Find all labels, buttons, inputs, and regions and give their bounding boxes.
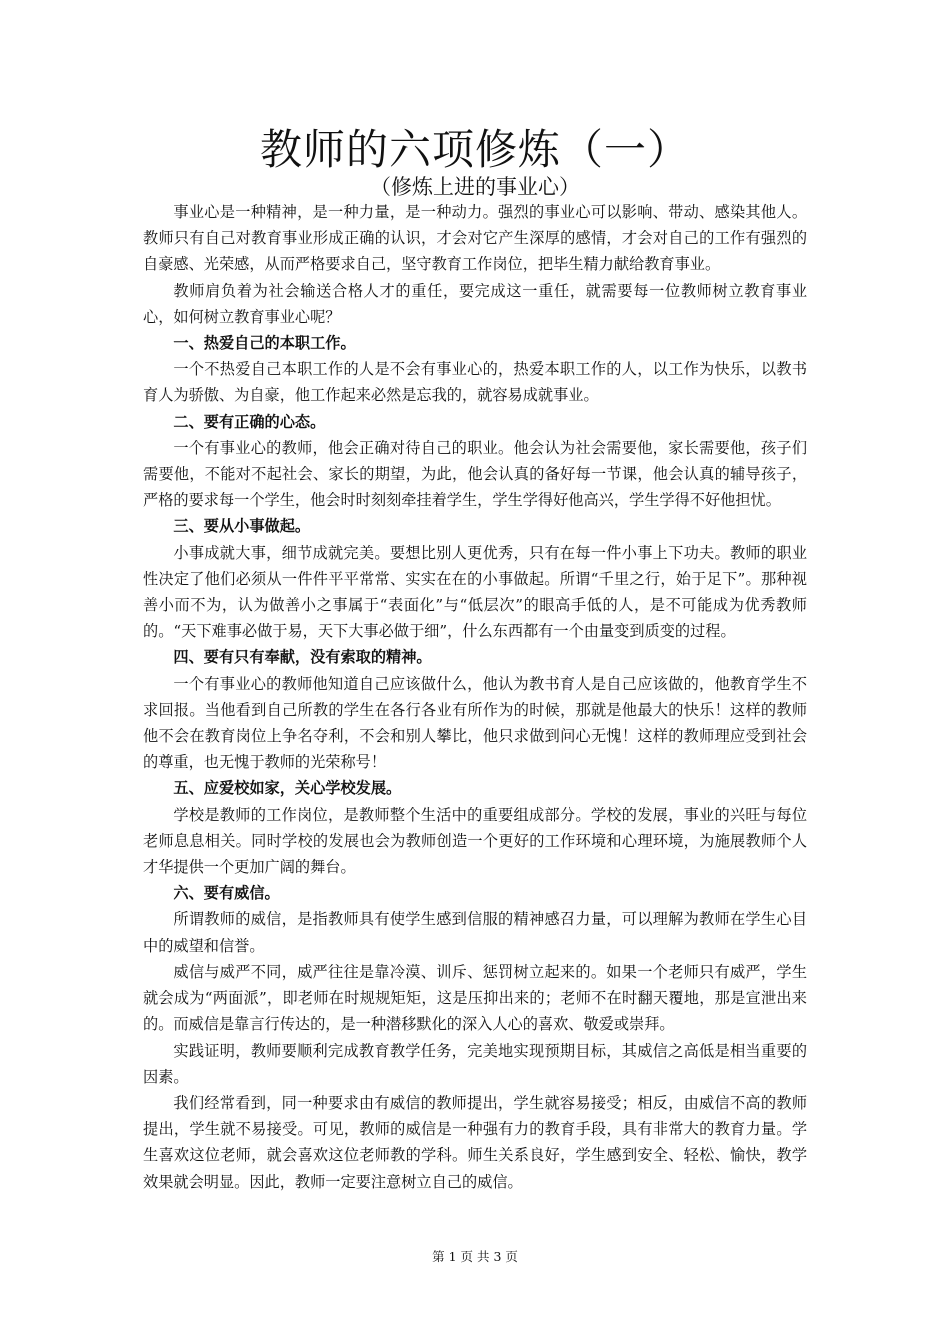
section-heading: 一、热爱自己的本职工作。	[173, 334, 356, 353]
section-heading: 二、要有正确的心态。	[173, 412, 326, 431]
page-title: 教师的六项修炼（一）	[259, 125, 690, 174]
section-heading: 五、应爱校如家，关心学校发展。	[173, 779, 402, 798]
section-paragraph: 一个有事业心的教师，他会正确对待自己的职业。他会认为社会需要他，家长需要他，孩子们需要他，不能对不起社会、家长的期望，为此，他会认真的备好每一节课，他会认真的辅导孩子，严格的要求每一个学生，他会时时刻刻牵挂着学生，学生学得好他高兴，学生学得不好他担忧。	[143, 438, 807, 510]
section-paragraph: 威信与威严不同，威严往往是靠冷漠、训斥、惩罚树立起来的。如果一个老师只有威严，学生就会成为“两面派”，即老师在时规规矩矩，这是压抑出来的；老师不在时翻天覆地，那是宣泄出来的。而威信是靠言行传达的，是一种潜移默化的深入人心的喜欢、敬爱或崇拜。	[143, 962, 807, 1034]
section-heading: 三、要从小事做起。	[173, 517, 311, 536]
section-paragraph: 小事成就大事，细节成就完美。要想比别人更优秀，只有在每一件小事上下功夫。教师的职业性决定了他们必须从一件件平平常常、实实在在的小事做起。所谓“千里之行，始于足下”。那种视善小而不为，认为做善小之事属于“表面化”与“低层次”的眼高手低的人，是不可能成为优秀教师的。“天下难事必做于易，天下大事必做于细”，什么东西都有一个由量变到质变的过程。	[143, 543, 807, 641]
page-footer: 第 1 页 共 3 页	[432, 1249, 518, 1264]
section-heading: 四、要有只有奉献，没有索取的精神。	[173, 648, 432, 667]
section-heading: 六、要有威信。	[173, 884, 280, 903]
section-paragraph: 一个不热爱自己本职工作的人是不会有事业心的，热爱本职工作的人，以工作为快乐，以教书育人为骄傲、为自豪，他工作起来必然是忘我的，就容易成就事业。	[143, 360, 807, 405]
section-paragraph: 我们经常看到，同一种要求由有威信的教师提出，学生就容易接受；相反，由威信不高的教师提出，学生就不易接受。可见，教师的威信是一种强有力的教育手段，具有非常大的教育力量。学生喜欢这位老师，就会喜欢这位老师教的学科。师生关系良好，学生感到安全、轻松、愉快，教学效果就会明显。因此，教师一定要注意树立自己的威信。	[143, 1093, 807, 1191]
intro-paragraph: 教师肩负着为社会输送合格人才的重任，要完成这一重任，就需要每一位教师树立教育事业心，如何树立教育事业心呢？	[143, 281, 807, 326]
intro-paragraph: 事业心是一种精神，是一种力量，是一种动力。强烈的事业心可以影响、带动、感染其他人。教师只有自己对教育事业形成正确的认识，才会对它产生深厚的感情，才会对自己的工作有强烈的自豪感、光荣感，从而严格要求自己，坚守教育工作岗位，把毕生精力献给教育事业。	[143, 203, 807, 274]
document-body	[143, 199, 807, 1195]
section-paragraph: 一个有事业心的教师他知道自己应该做什么，他认为教书育人是自己应该做的，他教育学生不求回报。当他看到自己所教的学生在各行各业有所作为的时候，那就是他最大的快乐！这样的教师他不会在教育岗位上争名夺利，不会和别人攀比，他只求做到问心无愧！这样的教师理应受到社会的尊重，也无愧于教师的光荣称号！	[143, 674, 807, 772]
section-paragraph: 所谓教师的威信，是指教师具有使学生感到信服的精神感召力量，可以理解为教师在学生心目中的威望和信誉。	[143, 910, 807, 955]
section-paragraph: 实践证明，教师要顺利完成教育教学任务，完美地实现预期目标，其威信之高低是相当重要的因素。	[143, 1041, 807, 1086]
section-paragraph: 学校是教师的工作岗位，是教师整个生活中的重要组成部分。学校的发展，事业的兴旺与每位老师息息相关。同时学校的发展也会为教师创造一个更好的工作环境和心理环境，为施展教师个人才华提供一个更加广阔的舞台。	[143, 805, 807, 877]
page-subtitle: （修炼上进的事业心）	[370, 175, 580, 199]
